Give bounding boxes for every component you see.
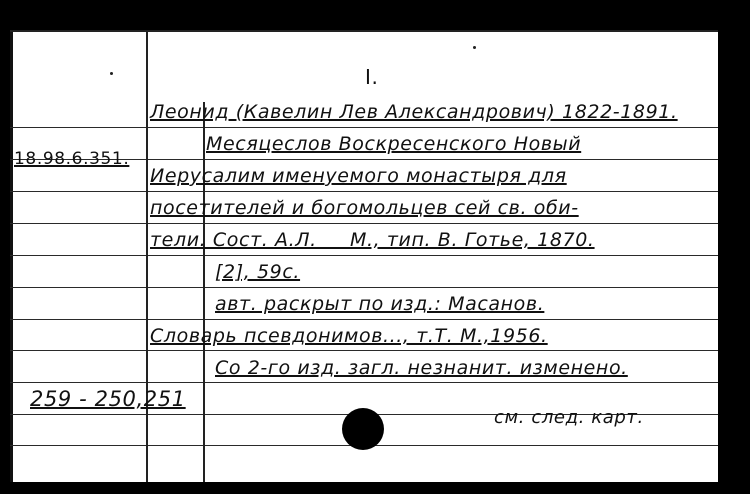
ruled-line [10, 382, 718, 383]
continuation-note: см. след. карт. [494, 407, 644, 428]
punch-hole [342, 408, 384, 450]
ruled-line [10, 255, 718, 256]
title-line-1: Месяцеслов Воскресенского Новый [206, 133, 582, 155]
margin-line-left [146, 32, 148, 482]
speck [110, 72, 113, 75]
note-line-3: Со 2-го изд. загл. незнанит. изменено. [215, 357, 628, 379]
margin-line-right [203, 102, 205, 482]
ruled-line [10, 350, 718, 351]
title-line-3: посетителей и богомольцев сей св. оби- [150, 197, 579, 219]
catalog-card [10, 30, 718, 482]
note-line-2: Словарь псевдонимов..., т.Т. М.,1956. [150, 325, 548, 347]
note-line-1: авт. раскрыт по изд.: Масанов. [215, 293, 545, 315]
collation-line: [2], 59с. [215, 261, 301, 283]
ruled-line [10, 127, 718, 128]
ruled-line [10, 223, 718, 224]
author-heading: Леонид (Кавелин Лев Александрович) 1822-1891. [150, 101, 678, 123]
title-line-2: Иерусалим именуемого монастыря для [150, 165, 567, 187]
shelf-mark: 18.98.6.351. [14, 149, 130, 169]
ruled-line [10, 287, 718, 288]
speck [473, 46, 476, 49]
imprint-line: тели. Сост. А.Л. М., тип. В. Готье, 1870. [150, 229, 595, 251]
card-number: I. [365, 65, 379, 89]
ruled-line [10, 319, 718, 320]
ruled-line [10, 191, 718, 192]
inventory-code: 259 - 250,251 [30, 387, 186, 411]
